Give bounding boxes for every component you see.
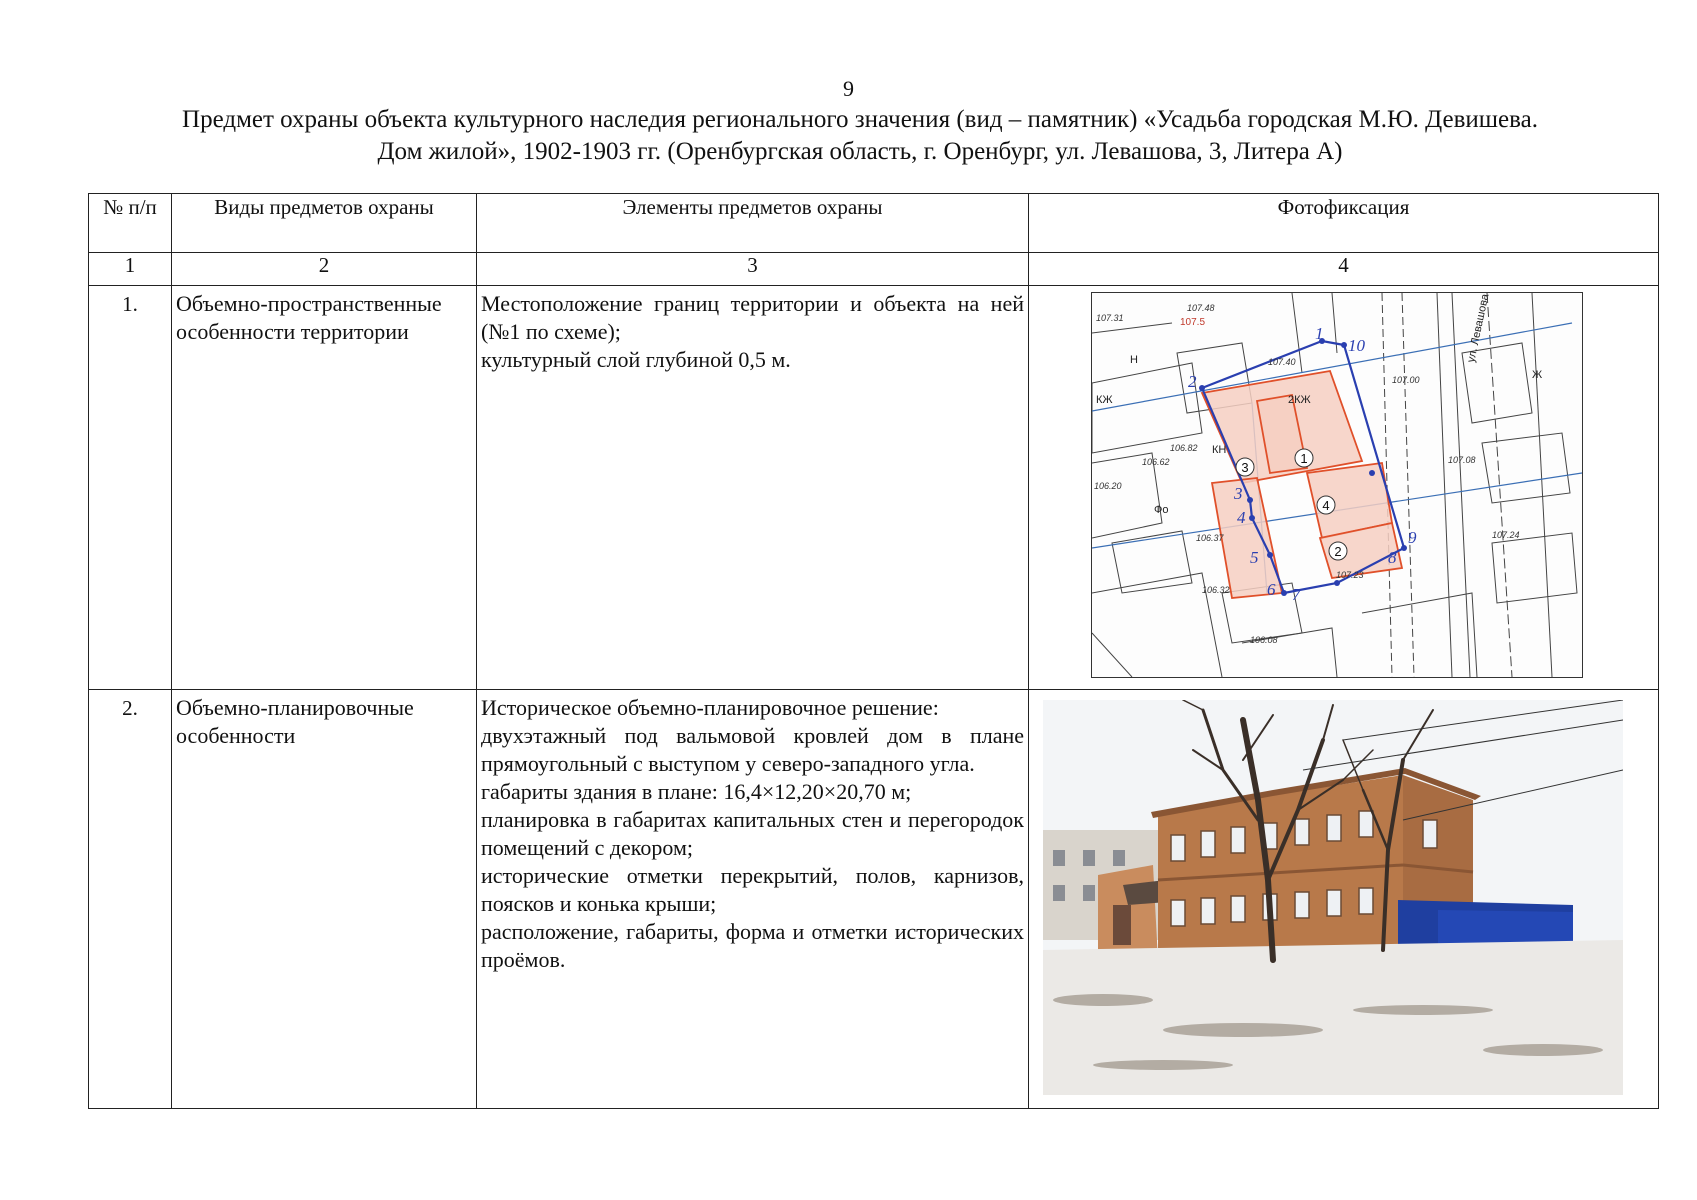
- map-point-label: 8: [1388, 548, 1397, 568]
- map-building-label: Н: [1130, 354, 1138, 367]
- map-elevation: 107.31: [1096, 313, 1124, 324]
- map-zone-label: 2: [1334, 544, 1342, 560]
- element-line: Историческое объемно-планировочное решение:: [481, 695, 939, 721]
- protection-elements: [477, 690, 1029, 1109]
- photo-cell: [1029, 690, 1659, 1109]
- map-point-label: 4: [1237, 508, 1246, 528]
- element-line: культурный слой глубиной 0,5 м.: [481, 347, 791, 373]
- column-number: 1: [89, 253, 172, 286]
- table-row: [89, 286, 1659, 690]
- element-line: исторические отметки перекрытий, полов, карнизов, поясков и конька крыши;: [481, 863, 1024, 917]
- page-number: 9: [843, 76, 854, 101]
- site-plan-map: [1091, 292, 1583, 678]
- map-elevation: 107.00: [1392, 375, 1420, 386]
- map-building-label: Фо: [1154, 504, 1169, 517]
- map-elevation: 107.23: [1336, 570, 1364, 581]
- building-photo: [1043, 700, 1623, 1095]
- map-elevation: 107.40: [1268, 357, 1296, 368]
- title-line-2: Дом жилой», 1902-1903 гг. (Оренбургская область, г. Оренбург, ул. Левашова, 3, Литера А): [377, 138, 1343, 165]
- photo-cell: [1029, 286, 1659, 690]
- row-number: 1.: [89, 286, 172, 690]
- row-number: 2.: [89, 690, 172, 1109]
- table-row: [89, 690, 1659, 1109]
- map-elevation: 106.37: [1196, 533, 1224, 544]
- map-building-label: КН: [1212, 444, 1227, 457]
- map-elevation: 106.32: [1202, 585, 1230, 596]
- map-elevation: 106.08: [1250, 635, 1278, 646]
- header-photo: Фотофиксация: [1029, 194, 1659, 253]
- element-line: расположение, габариты, форма и отметки исторических проёмов.: [481, 919, 1024, 973]
- column-number: 2: [172, 253, 477, 286]
- map-point-label: 1: [1315, 324, 1324, 344]
- map-elevation: 106.20: [1094, 481, 1122, 492]
- document-title: [60, 104, 1660, 168]
- map-street-label: ул. Левашова: [1465, 293, 1492, 365]
- column-number: 4: [1029, 253, 1659, 286]
- column-number: 3: [477, 253, 1029, 286]
- map-elevation: 107.5: [1180, 317, 1206, 329]
- map-point-label: 10: [1348, 336, 1365, 356]
- map-elevation: 107.24: [1492, 530, 1520, 541]
- protection-subject-table: [88, 193, 1659, 1109]
- header-number: № п/п: [89, 194, 172, 253]
- map-building-label: КЖ: [1096, 394, 1113, 407]
- map-elevation: 107.48: [1187, 303, 1215, 314]
- column-number-row: [89, 253, 1659, 286]
- element-line: Местоположение границ территории и объекта на ней (№1 по схеме);: [481, 291, 1024, 345]
- map-zone-label: 1: [1300, 451, 1308, 467]
- header-type: Виды предметов охраны: [172, 194, 477, 253]
- map-point-label: 6: [1267, 580, 1276, 600]
- map-point-label: 5: [1250, 548, 1259, 568]
- map-building-label: 2КЖ: [1288, 394, 1311, 407]
- map-point-label: 2: [1188, 372, 1197, 392]
- protection-type: Объемно-пространственные особенности территории: [172, 286, 477, 690]
- map-point-label: 9: [1408, 528, 1417, 548]
- element-line: габариты здания в плане: 16,4×12,20×20,70 м;: [481, 779, 912, 805]
- map-zone-label: 4: [1322, 498, 1330, 514]
- map-zone-label: 3: [1241, 460, 1249, 476]
- map-building-label: Ж: [1532, 369, 1543, 382]
- protection-elements: [477, 286, 1029, 690]
- map-elevation: 106.82: [1170, 443, 1198, 454]
- title-line-1: Предмет охраны объекта культурного наследия регионального значения (вид – памятник) «Усадьба городская М.Ю. Девишева.: [182, 106, 1538, 133]
- protection-type: Объемно-планировочные особенности: [172, 690, 477, 1109]
- element-line: двухэтажный под вальмовой кровлей дом в плане прямоугольный с выступом у северо-западного угла.: [481, 723, 1024, 777]
- map-elevation: 106.62: [1142, 457, 1170, 468]
- table-header-row: [89, 194, 1659, 253]
- element-line: планировка в габаритах капитальных стен и перегородок помещений с декором;: [481, 807, 1024, 861]
- map-elevation: 107.08: [1448, 455, 1476, 466]
- map-point-label: 3: [1234, 484, 1243, 504]
- header-elements: Элементы предметов охраны: [477, 194, 1029, 253]
- map-point-label: 7: [1292, 585, 1301, 605]
